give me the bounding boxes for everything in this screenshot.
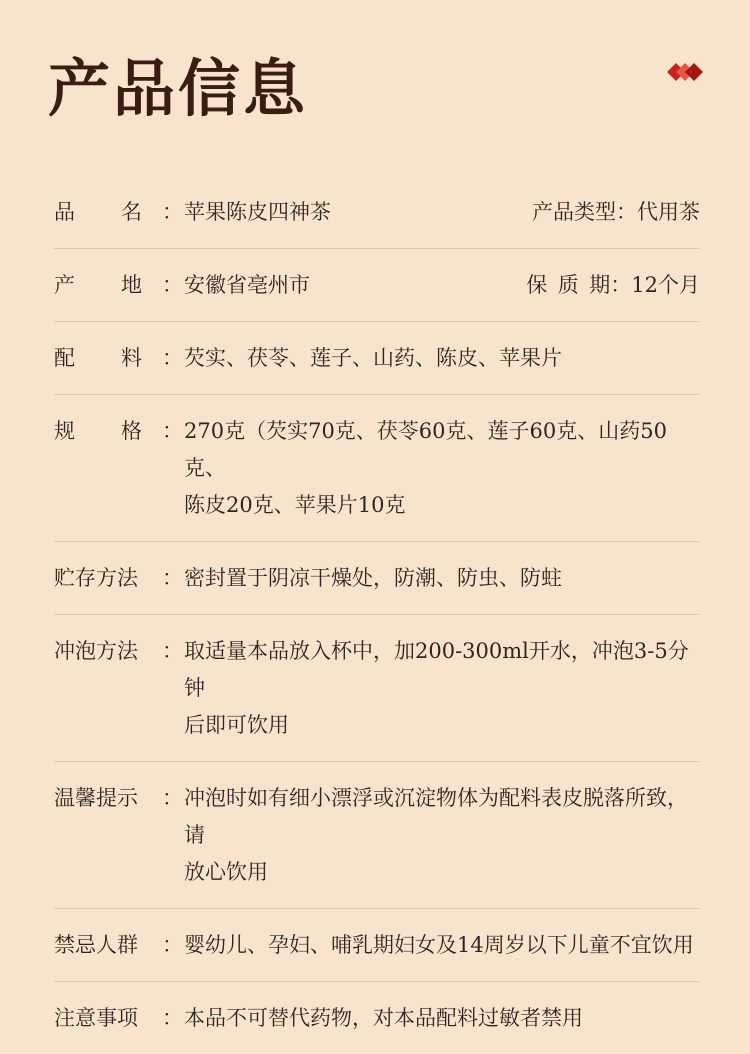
info-row-origin — [54, 249, 700, 322]
shelf-life — [526, 267, 700, 304]
colon: ： — [616, 200, 637, 224]
label-char: 地 — [121, 273, 142, 297]
row-value — [162, 780, 700, 891]
row-label — [54, 340, 162, 377]
row-label — [54, 194, 162, 231]
shelf-life-label — [526, 267, 610, 304]
info-row-storage — [54, 542, 700, 615]
product-type-value: 代用茶 — [637, 200, 700, 224]
label-char: 产 — [54, 273, 75, 297]
info-row-ingredients — [54, 322, 700, 395]
info-row-specification — [54, 395, 700, 542]
product-name-value: 苹果陈皮四神茶 — [184, 200, 331, 224]
diamond-pattern-icon — [667, 63, 703, 81]
row-value — [162, 1000, 700, 1037]
label-char: 保 — [526, 273, 548, 297]
label-char: 期 — [589, 273, 611, 297]
row-value — [162, 633, 700, 744]
label-char: 品 — [54, 200, 75, 224]
row-value — [162, 560, 700, 597]
shelf-life-value: 12个月 — [631, 273, 700, 297]
colon: ： — [162, 419, 183, 443]
row-label: 禁忌人群 — [54, 933, 138, 957]
label-char: 格 — [121, 419, 142, 443]
info-row-product-name — [54, 176, 700, 249]
colon: ： — [162, 786, 183, 810]
row-value — [162, 194, 700, 231]
label-char: 名 — [121, 200, 142, 224]
colon: ： — [162, 200, 183, 224]
colon: ： — [162, 1006, 183, 1030]
colon: ： — [162, 273, 183, 297]
product-type-label: 产品类型 — [532, 200, 616, 224]
label-char: 料 — [121, 346, 142, 370]
colon: ： — [610, 273, 632, 297]
row-value — [162, 340, 700, 377]
label-char: 质 — [557, 273, 579, 297]
colon: ： — [162, 639, 183, 663]
notes-value: 本品不可替代药物，对本品配料过敏者禁用 — [184, 1006, 583, 1030]
row-label — [54, 413, 162, 450]
row-value — [162, 267, 700, 304]
brewing-value: 取适量本品放入杯中，加200-300ml开水，冲泡3-5分钟 后即可饮用 — [184, 639, 689, 737]
row-label — [54, 267, 162, 304]
row-value — [162, 927, 700, 964]
label-char: 配 — [54, 346, 75, 370]
storage-value: 密封置于阴凉干燥处，防潮、防虫、防蛀 — [184, 566, 562, 590]
label-char: 规 — [54, 419, 75, 443]
product-info-list — [54, 176, 700, 1054]
product-type — [532, 194, 700, 231]
row-label: 贮存方法 — [54, 566, 138, 590]
row-value — [162, 413, 700, 524]
info-row-tips — [54, 762, 700, 909]
row-label: 冲泡方法 — [54, 639, 138, 663]
tips-value: 冲泡时如有细小漂浮或沉淀物体为配料表皮脱落所致，请 放心饮用 — [184, 786, 688, 884]
row-label: 温馨提示 — [54, 786, 138, 810]
colon: ： — [162, 933, 183, 957]
info-row-notes — [54, 982, 700, 1054]
specification-value: 270克（芡实70克、茯苓60克、莲子60克、山药50克、 陈皮20克、苹果片10克 — [184, 419, 667, 517]
colon: ： — [162, 346, 183, 370]
colon: ： — [162, 566, 183, 590]
ingredients-value: 芡实、茯苓、莲子、山药、陈皮、苹果片 — [184, 346, 562, 370]
info-row-contraindications — [54, 909, 700, 982]
page-title: 产品信息 — [48, 52, 309, 125]
contraindications-value: 婴幼儿、孕妇、哺乳期妇女及14周岁以下儿童不宜饮用 — [184, 933, 694, 957]
origin-value: 安徽省亳州市 — [184, 273, 310, 297]
info-row-brewing — [54, 615, 700, 762]
row-label: 注意事项 — [54, 1006, 138, 1030]
